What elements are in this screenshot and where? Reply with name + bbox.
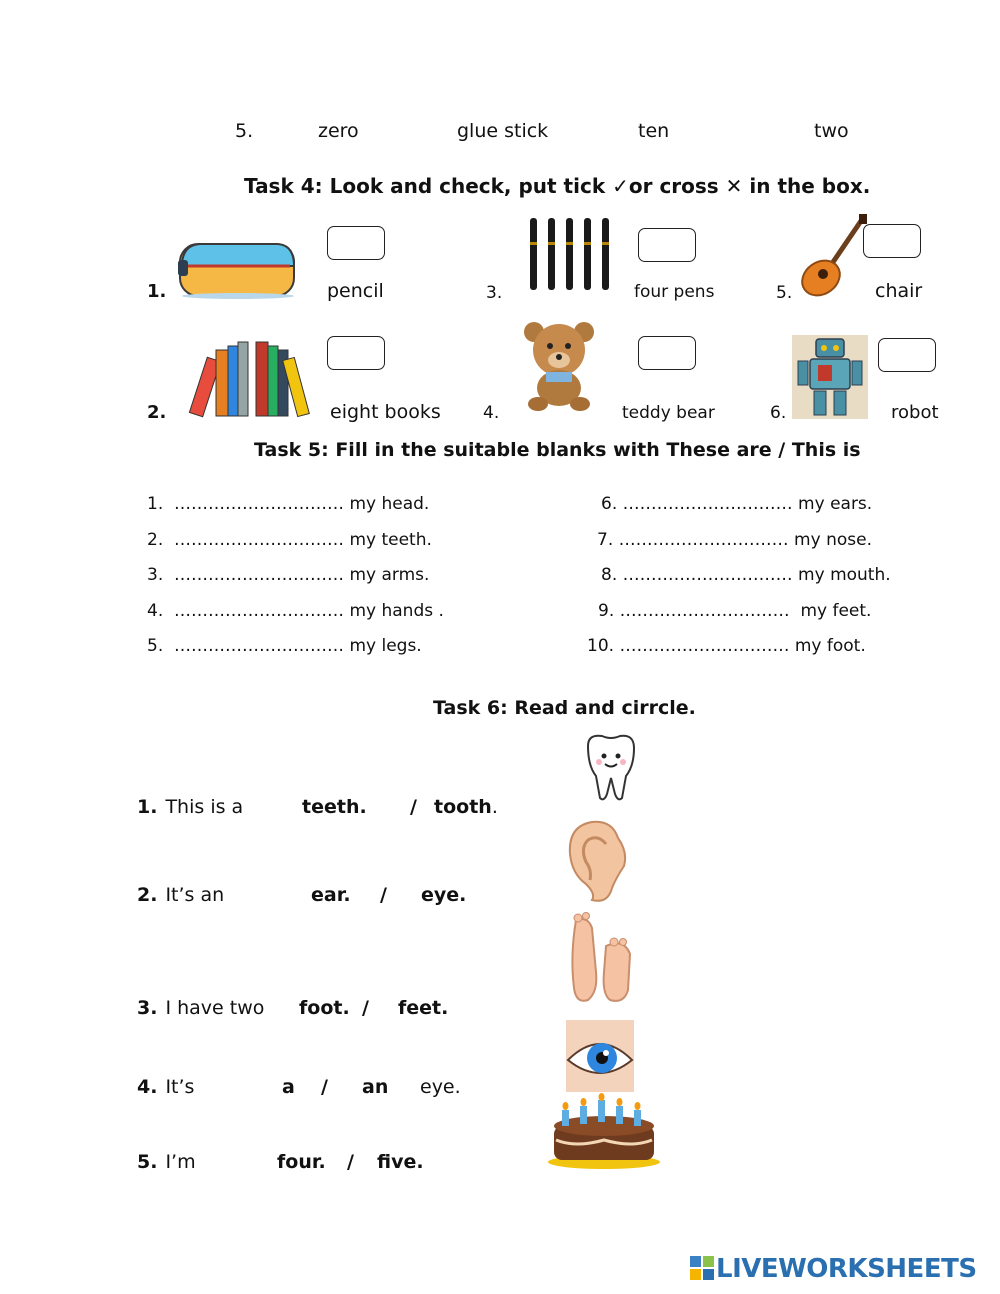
task4-item-2-number: 2.	[147, 402, 167, 423]
liveworksheets-logo-icon	[690, 1256, 716, 1282]
liveworksheets-logo	[690, 1254, 977, 1284]
task5-blank-9[interactable]: …………………………	[619, 601, 790, 621]
task5-blank-6[interactable]: …………………………	[622, 494, 793, 514]
task6-item-5: 5. I’m	[137, 1151, 196, 1173]
task5-line-10: 10. ………………………… my foot.	[587, 636, 866, 656]
task6-item-5-separator: /	[347, 1151, 354, 1173]
task5-line-7: 7. ………………………… my nose.	[597, 530, 872, 550]
guitar-icon	[797, 214, 869, 300]
task4-item-5-number: 5.	[776, 283, 793, 303]
task4-answer-box-6[interactable]	[878, 338, 936, 372]
task4-answer-box-5[interactable]	[863, 224, 921, 258]
task4-title: Task 4: Look and check, put tick ✓or cross ✕ in the box.	[244, 174, 871, 198]
task5-blank-8[interactable]: …………………………	[622, 565, 793, 585]
task4-item-6-label: robot	[891, 402, 939, 423]
task3-option-zero[interactable]: zero	[318, 120, 359, 142]
task4-item-3-number: 3.	[486, 283, 503, 303]
task5-blank-5[interactable]: …………………………	[174, 636, 345, 656]
task6-item-5-option-five[interactable]: five.	[377, 1151, 424, 1173]
ear-icon	[562, 818, 634, 904]
task3-option-ten[interactable]: ten	[638, 120, 670, 142]
task5-line-5: 5. ………………………… my legs.	[147, 636, 422, 656]
task4-item-4-label: teddy bear	[622, 403, 715, 423]
task5-title: Task 5: Fill in the suitable blanks with These are / This is	[254, 439, 861, 461]
task6-item-4-tail: eye.	[420, 1076, 461, 1098]
task5-line-3: 3. ………………………… my arms.	[147, 565, 430, 585]
task3-option-glue-stick[interactable]: glue stick	[457, 120, 549, 142]
task4-item-4-number: 4.	[483, 403, 500, 423]
task4-answer-box-2[interactable]	[327, 336, 385, 370]
task5-blank-3[interactable]: …………………………	[174, 565, 345, 585]
task4-item-1-number: 1.	[147, 281, 167, 302]
task4-item-5-label: chair	[875, 280, 923, 302]
task4-item-1-label: pencil	[327, 280, 384, 302]
task6-item-3-option-foot[interactable]: foot.	[299, 997, 350, 1019]
task6-item-3-separator: /	[362, 997, 369, 1019]
tooth-icon	[580, 732, 642, 802]
books-icon	[190, 340, 314, 420]
cross-icon: ✕	[725, 174, 743, 198]
feet-icon	[566, 912, 638, 1006]
task5-blank-10[interactable]: …………………………	[619, 636, 790, 656]
task6-item-1-separator: /	[410, 796, 417, 818]
task6-item-3-option-feet[interactable]: feet.	[398, 997, 449, 1019]
task6-item-4-option-a[interactable]: a	[282, 1076, 295, 1098]
task4-item-2-label: eight books	[330, 401, 441, 423]
task4-answer-box-1[interactable]	[327, 226, 385, 260]
task4-answer-box-4[interactable]	[638, 336, 696, 370]
task6-item-4-separator: /	[321, 1076, 328, 1098]
task6-title: Task 6: Read and cirrcle.	[433, 697, 696, 719]
eye-icon	[566, 1020, 634, 1092]
task5-blank-1[interactable]: …………………………	[174, 494, 345, 514]
robot-icon	[792, 335, 868, 419]
task4-item-6-number: 6.	[770, 403, 787, 423]
task5-line-8: 8. ………………………… my mouth.	[601, 565, 891, 585]
task5-line-4: 4. ………………………… my hands .	[147, 601, 444, 621]
tick-icon: ✓	[612, 174, 629, 198]
task4-item-3-label: four pens	[634, 282, 715, 302]
teddy-bear-icon	[522, 320, 596, 412]
task6-item-4: 4. It’s	[137, 1076, 195, 1098]
pens-icon	[528, 216, 616, 294]
task5-line-1: 1. ………………………… my head.	[147, 494, 430, 514]
task5-line-2: 2. ………………………… my teeth.	[147, 530, 432, 550]
task6-item-3: 3. I have two	[137, 997, 265, 1019]
liveworksheets-brand: LIVEWORKSHEETS	[716, 1254, 977, 1284]
task6-item-5-option-four[interactable]: four.	[277, 1151, 326, 1173]
task6-item-2-separator: /	[380, 884, 387, 906]
task6-item-2-option-ear[interactable]: ear.	[311, 884, 351, 906]
pencil-case-icon	[176, 236, 300, 300]
task4-answer-box-3[interactable]	[638, 228, 696, 262]
task6-item-1-option-teeth[interactable]: teeth.	[302, 796, 367, 818]
task5-blank-7[interactable]: …………………………	[618, 530, 789, 550]
task6-item-4-option-an[interactable]: an	[362, 1076, 389, 1098]
task6-item-2: 2. It’s an	[137, 884, 225, 906]
task6-item-2-option-eye[interactable]: eye.	[421, 884, 467, 906]
task6-item-1: 1. This is a	[137, 796, 244, 818]
task5-blank-4[interactable]: …………………………	[174, 601, 345, 621]
task5-line-9: 9. ………………………… my feet.	[598, 601, 872, 621]
task5-line-6: 6. ………………………… my ears.	[601, 494, 873, 514]
task5-blank-2[interactable]: …………………………	[174, 530, 345, 550]
task3-row-number: 5.	[235, 120, 254, 142]
birthday-cake-icon	[546, 1096, 662, 1170]
task6-item-1-option-tooth[interactable]: tooth.	[434, 796, 498, 818]
task3-option-two[interactable]: two	[814, 120, 849, 142]
